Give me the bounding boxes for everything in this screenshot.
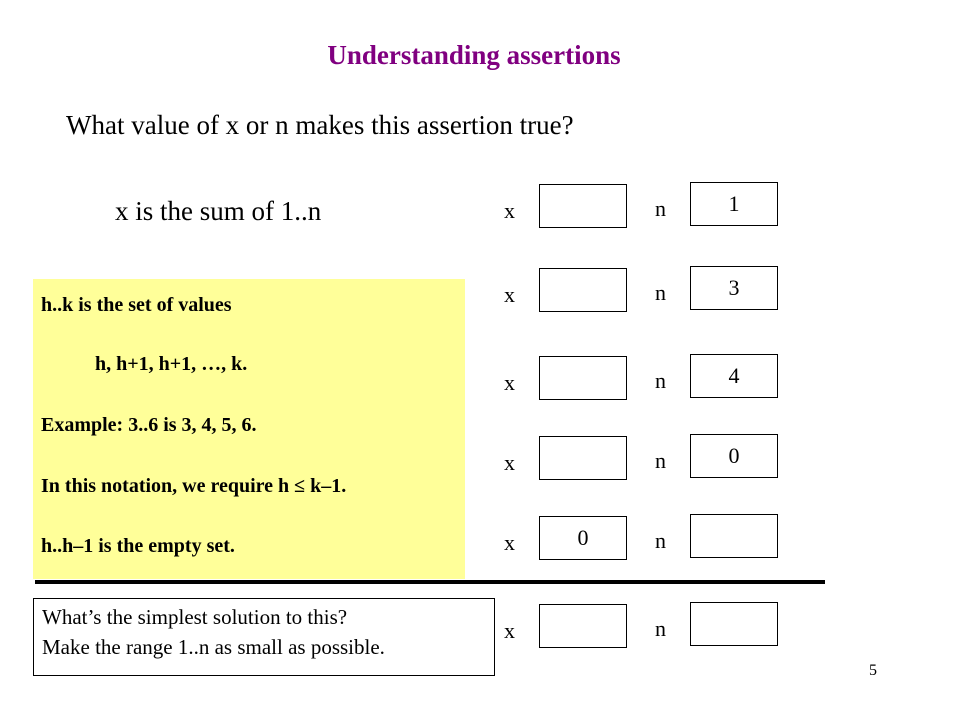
n-value-box[interactable] <box>690 602 778 646</box>
n-label: n <box>655 196 666 221</box>
x-label: x <box>504 370 515 395</box>
definition-line-3: Example: 3..6 is 3, 4, 5, 6. <box>41 414 257 436</box>
x-value-box[interactable] <box>539 184 627 228</box>
x-label: x <box>504 618 515 643</box>
x-value-box[interactable] <box>539 356 627 400</box>
x-label: x <box>504 198 515 223</box>
n-label: n <box>655 368 666 393</box>
hint-box <box>33 598 495 676</box>
hint-line-1: What’s the simplest solution to this? <box>42 605 348 629</box>
definition-line-4: In this notation, we require h ≤ k–1. <box>41 475 347 497</box>
divider-line <box>35 580 825 584</box>
x-label: x <box>504 450 515 475</box>
page-number: 5 <box>869 662 877 679</box>
n-value-box[interactable] <box>690 514 778 558</box>
definition-line-2: h, h+1, h+1, …, k. <box>95 353 248 375</box>
n-value-box[interactable]: 1 <box>690 182 778 226</box>
x-value-box[interactable] <box>539 436 627 480</box>
n-value-box[interactable]: 0 <box>690 434 778 478</box>
n-label: n <box>655 280 666 305</box>
question-text: What value of x or n makes this assertion true? <box>66 110 574 140</box>
x-value-box[interactable] <box>539 604 627 648</box>
n-label: n <box>655 616 666 641</box>
x-label: x <box>504 282 515 307</box>
x-value-box[interactable] <box>539 268 627 312</box>
assertion-text: x is the sum of 1..n <box>115 196 322 226</box>
n-label: n <box>655 528 666 553</box>
definition-line-5: h..h–1 is the empty set. <box>41 535 235 557</box>
hint-line-2: Make the range 1..n as small as possible. <box>42 635 385 659</box>
x-label: x <box>504 530 515 555</box>
x-value-box[interactable]: 0 <box>539 516 627 560</box>
definition-box <box>33 279 465 579</box>
n-value-box[interactable]: 3 <box>690 266 778 310</box>
definition-line-1: h..k is the set of values <box>41 294 232 316</box>
n-value-box[interactable]: 4 <box>690 354 778 398</box>
slide-title: Understanding assertions <box>327 40 621 70</box>
n-label: n <box>655 448 666 473</box>
